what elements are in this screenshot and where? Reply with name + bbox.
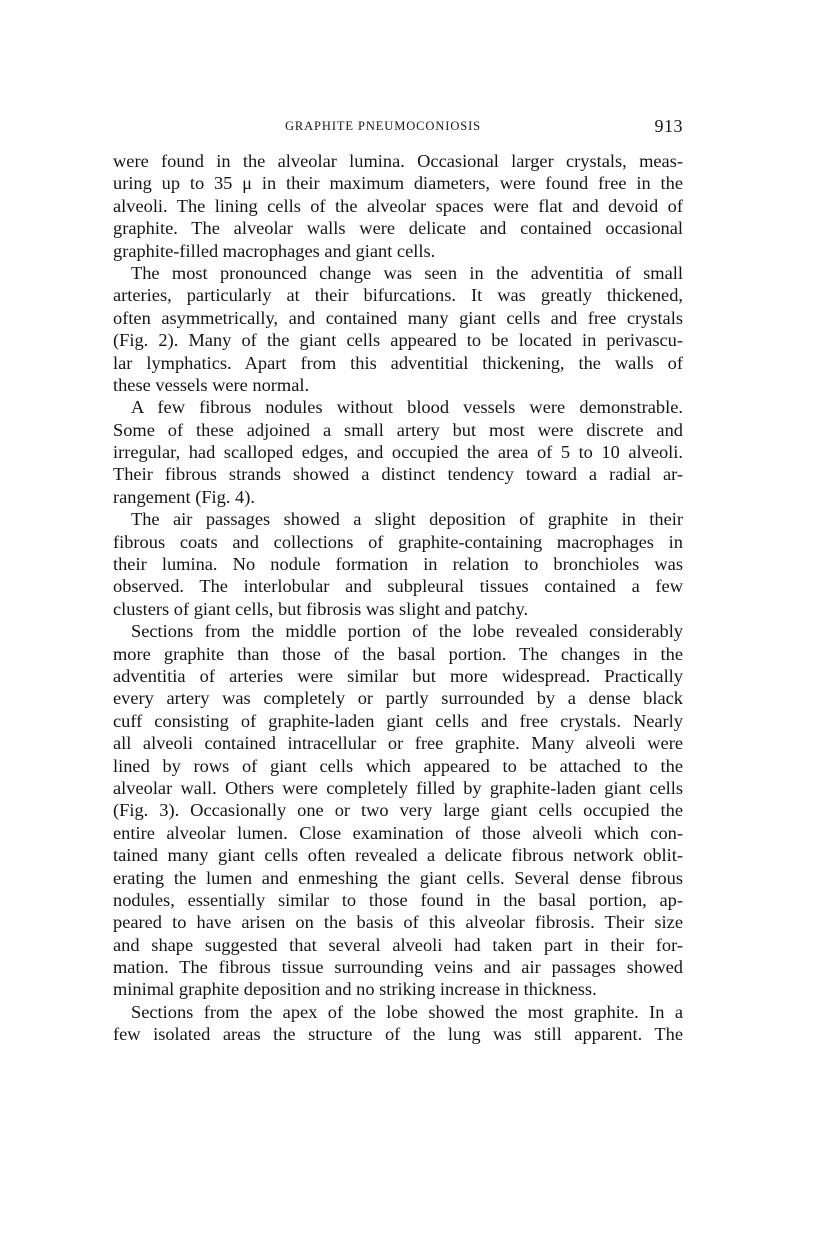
- text-line: Sections from the apex of the lobe showed the most graphite. In a: [131, 1001, 683, 1022]
- running-head: [113, 116, 683, 138]
- text-line: every artery was completely or partly surrounded by a dense black: [113, 688, 683, 709]
- text-line: mation. The fibrous tissue surrounding veins and air passages showed: [113, 957, 683, 978]
- text-line: Sections from the middle portion of the lobe revealed considerably: [131, 621, 683, 642]
- text-line: cuff consisting of graphite-laden giant cells and free crystals. Nearly: [113, 710, 683, 731]
- text-line: A few fibrous nodules without blood vessels were demonstrable.: [131, 397, 683, 418]
- text-line: more graphite than those of the basal portion. The changes in the: [113, 643, 683, 664]
- paragraph-2: [113, 262, 683, 396]
- text-line: The air passages showed a slight deposition of graphite in their: [131, 509, 683, 530]
- text-line: lined by rows of giant cells which appeared to be attached to the: [113, 755, 683, 776]
- text-line: graphite. The alveolar walls were delicate and contained occasional: [113, 218, 683, 239]
- text-line: clusters of giant cells, but fibrosis was slight and patchy.: [113, 598, 529, 619]
- text-line: alveolar wall. Others were completely filled by graphite-laden giant cells: [113, 777, 683, 798]
- text-line: graphite-filled macrophages and giant cells.: [113, 240, 436, 261]
- text-line: these vessels were normal.: [113, 374, 310, 395]
- text-line: (Fig. 2). Many of the giant cells appeared to be located in perivascu-: [113, 330, 683, 351]
- paragraph-6: [113, 1001, 683, 1046]
- text-line: and shape suggested that several alveoli had taken part in their for-: [113, 934, 683, 955]
- body-text: [113, 150, 683, 1046]
- text-line: often asymmetrically, and contained many giant cells and free crystals: [113, 307, 683, 328]
- text-line: nodules, essentially similar to those found in the basal portion, ap-: [113, 889, 683, 910]
- text-line: tained many giant cells often revealed a delicate fibrous network oblit-: [113, 845, 683, 866]
- text-line: were found in the alveolar lumina. Occasional larger crystals, meas-: [113, 151, 683, 171]
- text-line: fibrous coats and collections of graphite-containing macrophages in: [113, 531, 683, 552]
- text-line: (Fig. 3). Occasionally one or two very large giant cells occupied the: [113, 800, 683, 821]
- paragraph-1: [113, 150, 683, 262]
- running-title: GRAPHITE PNEUMOCONIOSIS: [284, 119, 482, 133]
- paragraph-5: [113, 620, 683, 1001]
- text-line: few isolated areas the structure of the lung was still apparent. The: [113, 1024, 683, 1045]
- text-line: rangement (Fig. 4).: [113, 486, 255, 507]
- text-line: their lumina. No nodule formation in relation to bronchioles was: [113, 554, 683, 575]
- text-line: Their fibrous strands showed a distinct tendency toward a radial ar-: [113, 464, 683, 485]
- text-line: alveoli. The lining cells of the alveolar spaces were flat and devoid of: [113, 195, 683, 216]
- paragraph-4: [113, 508, 683, 620]
- text-line: observed. The interlobular and subpleural tissues contained a few: [113, 576, 683, 597]
- text-line: lar lymphatics. Apart from this adventitial thickening, the walls of: [113, 352, 683, 373]
- text-line: Some of these adjoined a small artery but most were discrete and: [113, 419, 683, 440]
- text-line: entire alveolar lumen. Close examination of those alveoli which con-: [113, 822, 683, 843]
- text-line: irregular, had scalloped edges, and occupied the area of 5 to 10 alveoli.: [113, 442, 683, 463]
- text-line: uring up to 35 μ in their maximum diameters, were found free in the: [113, 173, 683, 194]
- page-number: 913: [654, 116, 683, 136]
- text-line: arteries, particularly at their bifurcations. It was greatly thickened,: [113, 285, 683, 306]
- text-line: erating the lumen and enmeshing the giant cells. Several dense fibrous: [113, 867, 683, 888]
- text-line: peared to have arisen on the basis of this alveolar fibrosis. Their size: [113, 912, 683, 933]
- text-line: all alveoli contained intracellular or free graphite. Many alveoli were: [113, 733, 683, 754]
- text-line: adventitia of arteries were similar but more widespread. Practically: [113, 665, 683, 686]
- text-line: The most pronounced change was seen in the adventitia of small: [131, 262, 683, 283]
- text-line: minimal graphite deposition and no striking increase in thickness.: [113, 979, 597, 1000]
- paragraph-3: [113, 396, 683, 508]
